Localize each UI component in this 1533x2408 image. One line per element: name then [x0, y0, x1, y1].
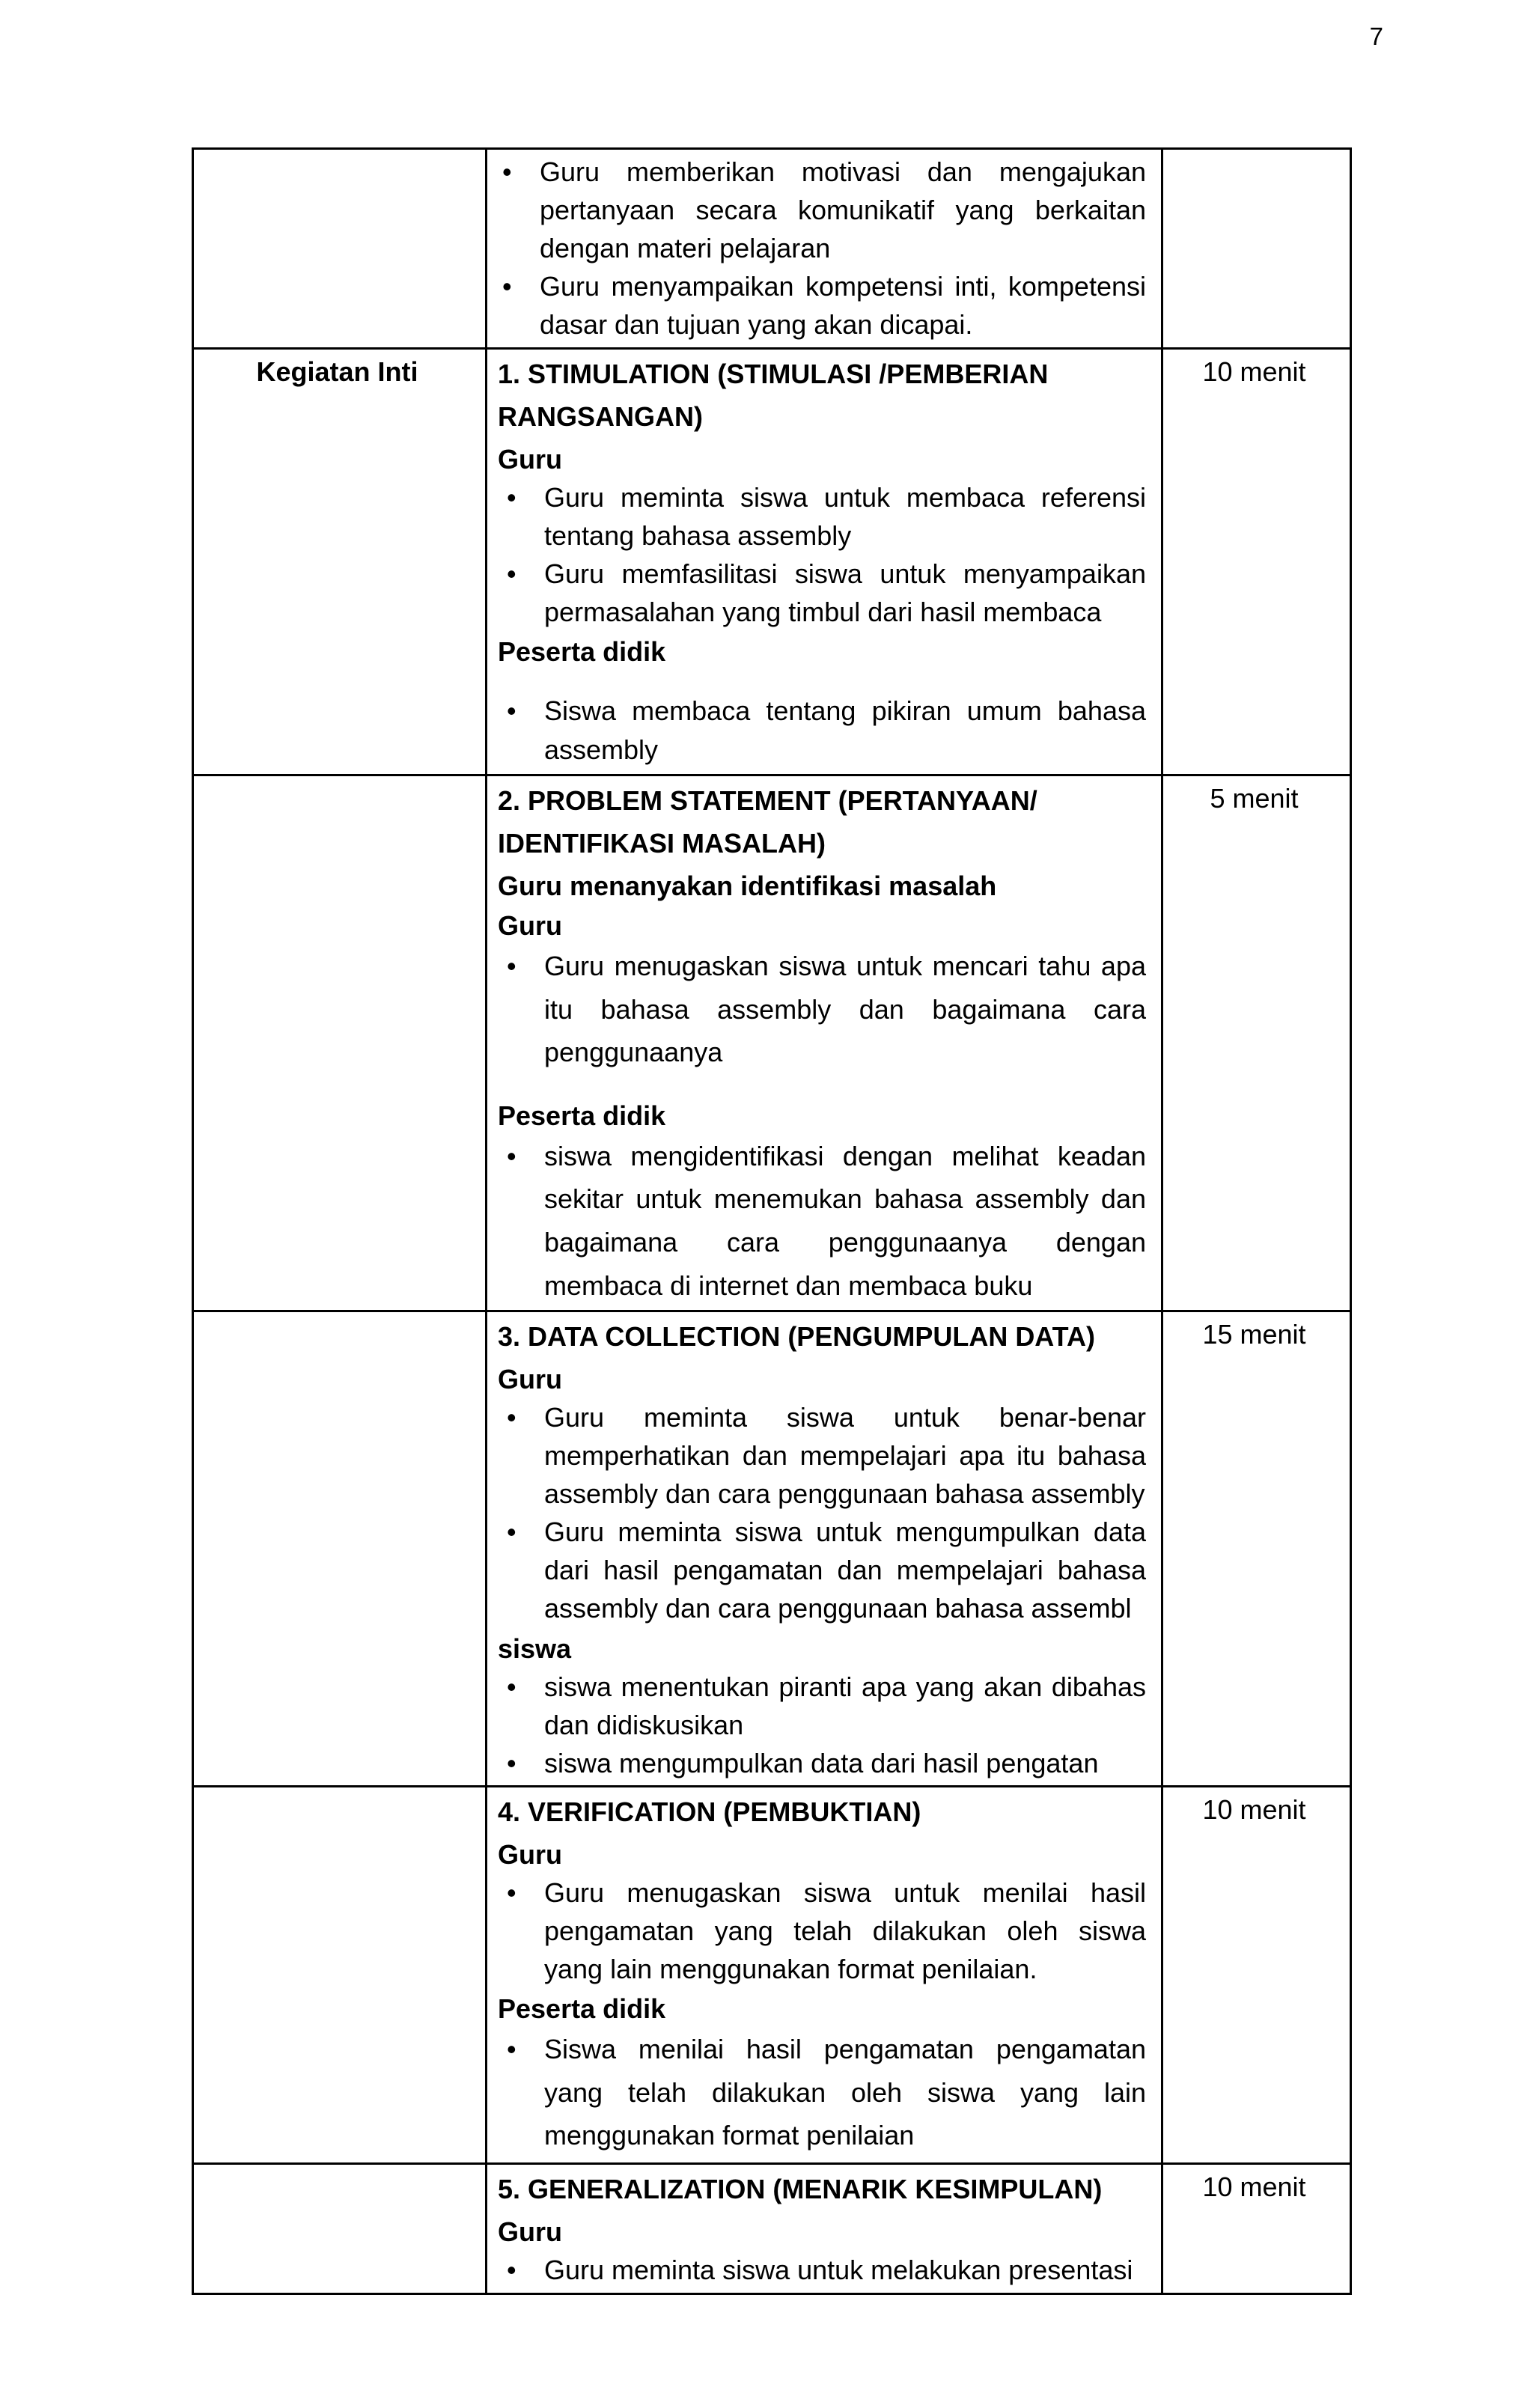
list-item: • Guru menyampaikan kompetensi inti, kompetensi dasar dan tujuan yang akan dicapai. — [493, 267, 1146, 344]
activity-cell — [193, 775, 487, 1311]
time-cell — [1162, 149, 1351, 349]
role-heading: Peserta didik — [498, 1993, 666, 2025]
time-cell: 10 menit — [1162, 1787, 1351, 2164]
description-cell — [487, 1311, 1162, 1787]
role-heading: Peserta didik — [498, 636, 666, 668]
bullet-list — [498, 1874, 1146, 1988]
time-cell: 10 menit — [1162, 2164, 1351, 2294]
activity-cell — [193, 1311, 487, 1787]
role-heading: Guru — [498, 1363, 562, 1394]
role-heading: Guru — [498, 2216, 562, 2247]
list-item: • siswa menentukan piranti apa yang akan dibahas dan didiskusikan — [498, 1668, 1146, 1744]
lesson-activity-table — [192, 147, 1352, 2295]
description-cell — [487, 348, 1162, 775]
description-cell — [487, 149, 1162, 349]
list-item: • Guru meminta siswa untuk mengumpulkan data dari hasil pengamatan dan mempelajari bahasa assembly dan cara penggunaan bahasa assembl — [498, 1513, 1146, 1627]
list-item: • siswa mengidentifikasi dengan melihat keadan sekitar untuk menemukan bahasa assembly dan bagaimana cara penggunaanya dengan membaca di internet dan membaca buku — [498, 1135, 1146, 1307]
list-item: • Siswa membaca tentang pikiran umum bahasa assembly — [498, 692, 1146, 768]
bullet-list — [498, 2251, 1146, 2289]
list-item: • Guru memfasilitasi siswa untuk menyampaikan permasalahan yang timbul dari hasil membaca — [498, 555, 1146, 631]
description-cell — [487, 775, 1162, 1311]
list-item: • Guru memberikan motivasi dan mengajukan pertanyaan secara komunikatif yang berkaitan dengan materi pelajaran — [493, 153, 1146, 267]
role-heading: Guru — [498, 1838, 562, 1870]
list-item: • siswa mengumpulkan data dari hasil pengatan — [498, 1744, 1146, 1782]
bullet-list — [498, 1135, 1146, 1307]
activity-cell — [193, 1787, 487, 2164]
table-row — [193, 2164, 1351, 2294]
time-cell: 5 menit — [1162, 775, 1351, 1311]
role-heading: Guru — [498, 443, 562, 475]
page-number: 7 — [1369, 22, 1383, 50]
table-row — [193, 1787, 1351, 2164]
bullet-list — [498, 1668, 1146, 1782]
activity-label: Kegiatan Inti — [193, 348, 487, 775]
bullet-list — [498, 1398, 1146, 1628]
bullet-list — [498, 2028, 1146, 2157]
bullet-list — [498, 945, 1146, 1074]
activity-cell — [193, 149, 487, 349]
step-title: 1. STIMULATION (STIMULASI /PEMBERIAN RANGSANGAN) — [498, 358, 1049, 433]
intro-text: Guru menanyakan identifikasi masalah — [498, 870, 997, 901]
description-cell — [487, 1787, 1162, 2164]
step-title: 5. GENERALIZATION (MENARIK KESIMPULAN) — [498, 2174, 1103, 2205]
list-item: • Guru meminta siswa untuk benar-benar memperhatikan dan mempelajari apa itu bahasa assembly dan cara penggunaan bahasa assembly — [498, 1398, 1146, 1513]
table-row — [193, 348, 1351, 775]
description-cell — [487, 2164, 1162, 2294]
list-item: • Guru meminta siswa untuk melakukan presentasi — [498, 2251, 1146, 2289]
table-row — [193, 1311, 1351, 1787]
role-heading: siswa — [498, 1633, 572, 1664]
role-heading: Guru — [498, 909, 562, 941]
bullet-list — [498, 692, 1146, 768]
list-item: • Guru menugaskan siswa untuk mencari tahu apa itu bahasa assembly dan bagaimana cara penggunaanya — [498, 945, 1146, 1074]
activity-cell — [193, 2164, 487, 2294]
step-title: 2. PROBLEM STATEMENT (PERTANYAAN/ IDENTIFIKASI MASALAH) — [498, 784, 1037, 859]
bullet-list — [498, 478, 1146, 631]
time-cell: 10 menit — [1162, 348, 1351, 775]
list-item: • Guru menugaskan siswa untuk menilai hasil pengamatan yang telah dilakukan oleh siswa yang lain menggunakan format penilaian. — [498, 1874, 1146, 1988]
bullet-list — [493, 153, 1146, 344]
step-title: 3. DATA COLLECTION (PENGUMPULAN DATA) — [498, 1321, 1095, 1353]
role-heading: Peserta didik — [498, 1100, 666, 1131]
list-item: • Siswa menilai hasil pengamatan pengamatan yang telah dilakukan oleh siswa yang lain menggunakan format penilaian — [498, 2028, 1146, 2157]
table-row — [193, 149, 1351, 349]
time-cell: 15 menit — [1162, 1311, 1351, 1787]
step-title: 4. VERIFICATION (PEMBUKTIAN) — [498, 1796, 921, 1828]
table-row — [193, 775, 1351, 1311]
list-item: • Guru meminta siswa untuk membaca referensi tentang bahasa assembly — [498, 478, 1146, 555]
